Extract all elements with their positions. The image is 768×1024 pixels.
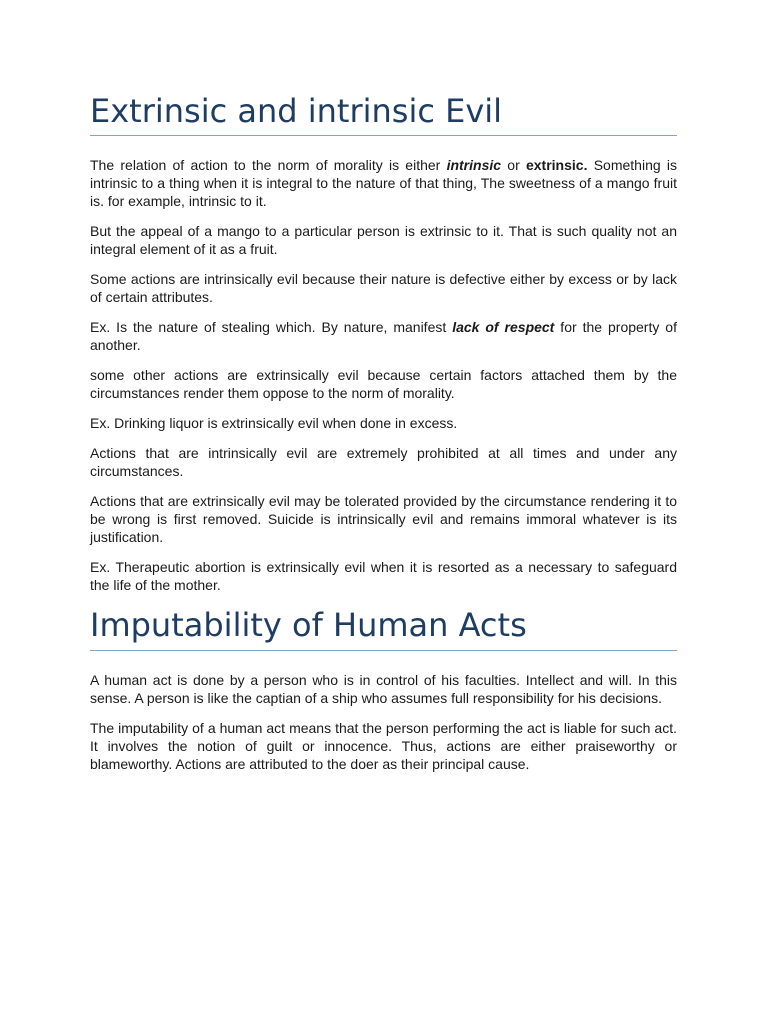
heading-underline xyxy=(90,650,677,651)
paragraph xyxy=(90,318,677,354)
emphasis-text: extrinsic. xyxy=(525,157,588,174)
paragraph xyxy=(90,156,677,210)
paragraph: Ex. Drinking liquor is extrinsically evil when done in excess. xyxy=(90,415,458,432)
paragraph: The imputability of a human act means that the person performing the act is liable for such act. It involves the notion of guilt or innocence. Thus, actions are either praiseworthy or blameworthy. Actions are attributed to the doer as their principal cause. xyxy=(90,719,677,772)
emphasis-text: lack of respect xyxy=(452,319,555,336)
paragraph: some other actions are extrinsically evil because certain factors attached them by the circumstances render them oppose to the norm of morality. xyxy=(90,367,677,402)
section-heading: Extrinsic and intrinsic Evil xyxy=(90,92,503,130)
paragraph-text: Something is intrinsic to a thing when it is integral to the nature of that thing, The sweetness of a mango fruit is. for example, intrinsic to it. xyxy=(90,157,677,210)
section-heading: Imputability of Human Acts xyxy=(90,606,527,645)
paragraph-text: or xyxy=(501,157,526,174)
paragraph: Ex. Therapeutic abortion is extrinsically evil when it is resorted as a necessary to safeguard the life of the mother. xyxy=(90,559,677,594)
paragraph: Some actions are intrinsically evil because their nature is defective either by excess or by lack of certain attributes. xyxy=(90,271,677,306)
emphasis-text: intrinsic xyxy=(446,157,502,174)
paragraph: Actions that are intrinsically evil are extremely prohibited at all times and under any circumstances. xyxy=(90,445,677,480)
paragraph-text: Ex. Is the nature of stealing which. By nature, manifest xyxy=(90,319,453,336)
paragraph: But the appeal of a mango to a particular person is extrinsic to it. That is such quality not an integral element of it as a fruit. xyxy=(90,223,677,258)
paragraph-text: The relation of action to the norm of morality is either xyxy=(90,157,447,174)
paragraph: A human act is done by a person who is in control of his faculties. Intellect and will. In this sense. A person is like the captian of a ship who assumes full responsibility for his decisions. xyxy=(90,671,677,706)
paragraph: Actions that are extrinsically evil may be tolerated provided by the circumstance rendering it to be wrong is first removed. Suicide is intrinsically evil and remains immoral whatever is its justification. xyxy=(90,493,677,546)
heading-underline xyxy=(90,135,677,136)
document-page xyxy=(90,0,677,785)
paragraph-text: for the property of another. xyxy=(90,319,677,354)
